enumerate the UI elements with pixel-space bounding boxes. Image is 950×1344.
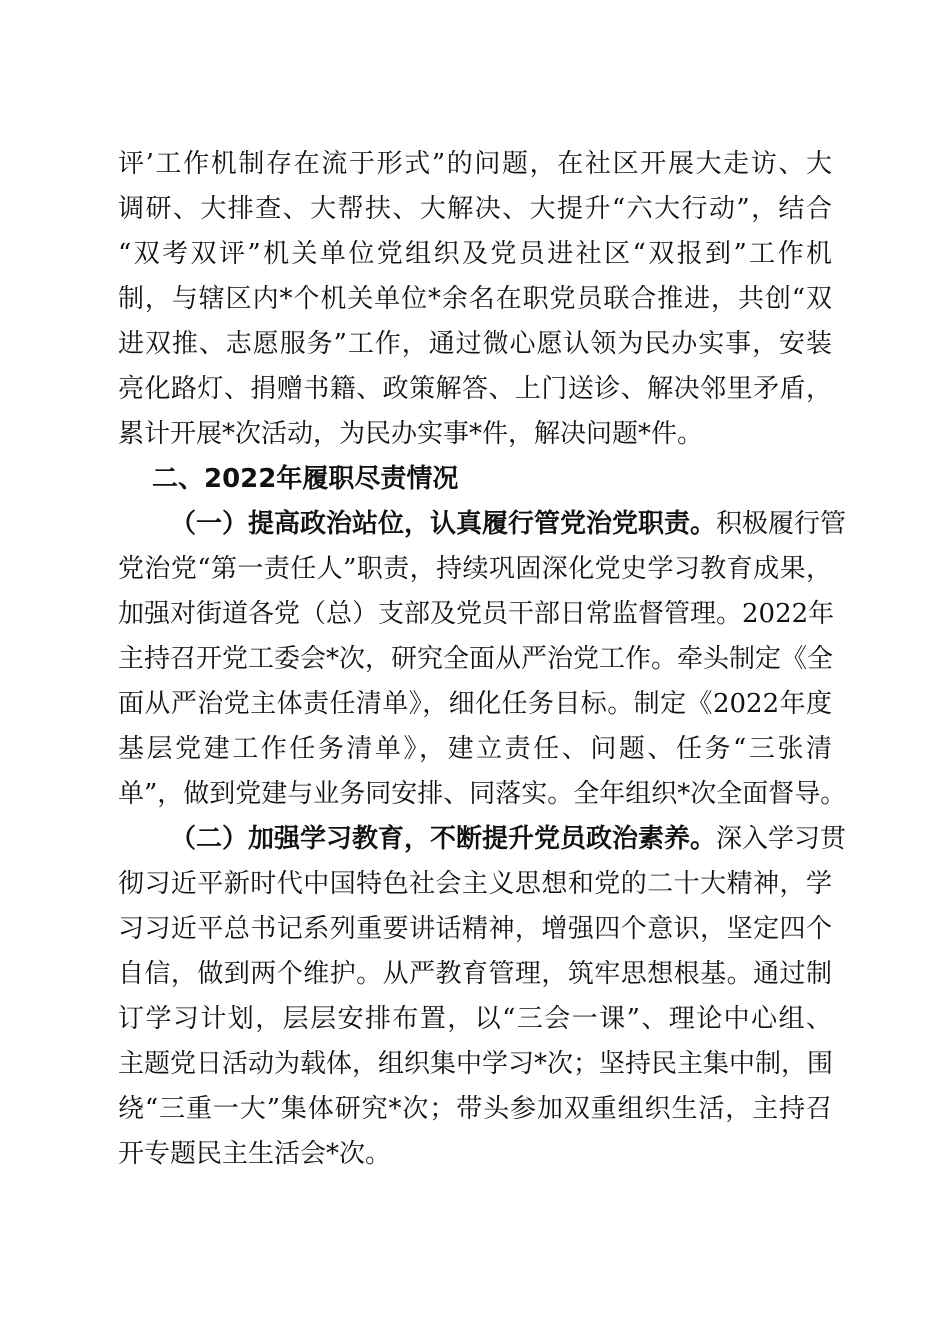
item-2-title: （二）加强学习教育，不断提升党员政治素养。 xyxy=(170,824,717,854)
continuation-paragraph xyxy=(118,142,832,457)
paragraph-line: 订学习计划，层层安排布置，以“三会一课”、理论中心组、 xyxy=(118,1004,832,1034)
paragraph-line: 制，与辖区内*个机关单位*余名在职党员联合推进，共创“双 xyxy=(118,284,832,314)
item-1-paragraph xyxy=(118,502,847,817)
paragraph-line: 绕“三重一大”集体研究*次；带头参加双重组织生活，主持召 xyxy=(118,1094,832,1124)
paragraph-line: 面从严治党主体责任清单》，细化任务目标。制定《2022年度 xyxy=(118,689,832,719)
section-heading: 二、2022年履职尽责情况 xyxy=(152,464,459,494)
paragraph-first-line xyxy=(118,502,847,547)
paragraph-line: 自信，做到两个维护。从严教育管理，筑牢思想根基。通过制 xyxy=(118,959,832,989)
paragraph-line: 进双推、志愿服务”工作，通过微心愿认领为民办实事，安装 xyxy=(118,329,832,359)
item-2-paragraph xyxy=(118,817,847,1177)
paragraph-line: 累计开展*次活动，为民办实事*件，解决问题*件。 xyxy=(118,419,704,449)
paragraph-line: 加强对街道各党（总）支部及党员干部日常监督管理。2022年 xyxy=(118,599,835,629)
paragraph-line: 亮化路灯、捐赠书籍、政策解答、上门送诊、解决邻里矛盾， xyxy=(118,374,832,404)
paragraph-line: 主题党日活动为载体，组织集中学习*次；坚持民主集中制，围 xyxy=(118,1049,834,1079)
paragraph-line: 单”，做到党建与业务同安排、同落实。全年组织*次全面督导。 xyxy=(118,779,847,809)
paragraph-first-line xyxy=(118,817,847,862)
paragraph-line: 习习近平总书记系列重要讲话精神，增强四个意识，坚定四个 xyxy=(118,914,832,944)
paragraph-line: 彻习近平新时代中国特色社会主义思想和党的二十大精神，学 xyxy=(118,869,832,899)
paragraph-line: 主持召开党工委会*次，研究全面从严治党工作。牵头制定《全 xyxy=(118,644,834,674)
paragraph-line: 评’工作机制存在流于形式”的问题，在社区开展大走访、大 xyxy=(118,149,832,179)
item-2-text-start: 深入学习贯 xyxy=(716,824,847,854)
paragraph-line: 开专题民主生活会*次。 xyxy=(118,1139,392,1169)
paragraph-line: “双考双评”机关单位党组织及党员进社区“双报到”工作机 xyxy=(118,239,832,269)
paragraph-line: 基层党建工作任务清单》，建立责任、问题、任务“三张清 xyxy=(118,734,832,764)
paragraph-line: 党治党“第一责任人”职责，持续巩固深化党史学习教育成果， xyxy=(118,554,832,584)
item-1-title: （一）提高政治站位，认真履行管党治党职责。 xyxy=(170,509,717,539)
paragraph-line: 调研、大排查、大帮扶、大解决、大提升“六大行动”，结合 xyxy=(118,194,832,224)
item-1-text-start: 积极履行管 xyxy=(716,509,847,539)
document-page xyxy=(118,142,847,1177)
